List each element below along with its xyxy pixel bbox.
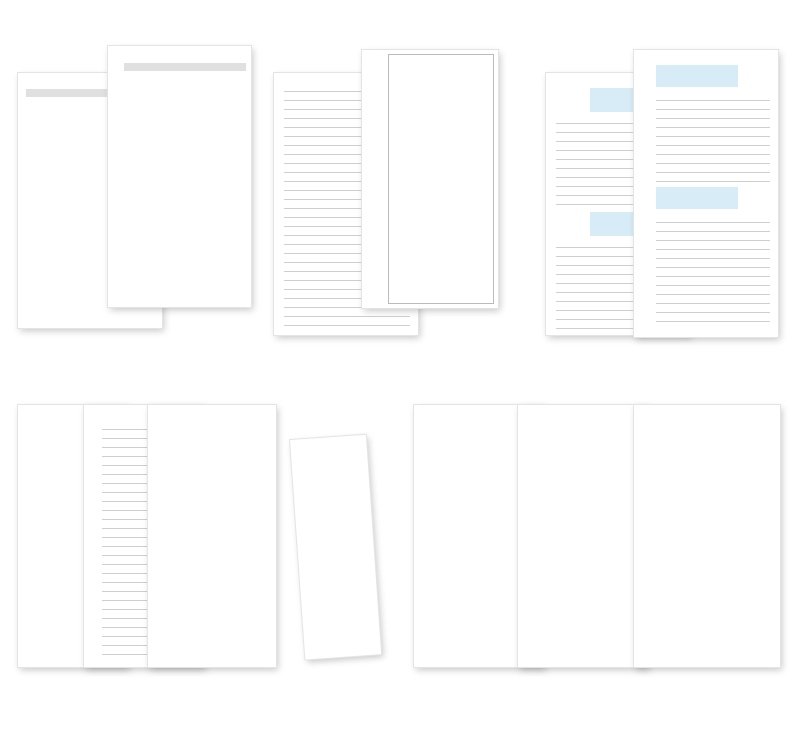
sticker-sheet	[290, 435, 381, 660]
website-password-sheet	[518, 405, 648, 667]
year-planner-right-sheet	[108, 46, 251, 307]
important-today-box	[656, 187, 738, 209]
contacts-sheet	[634, 405, 780, 667]
monthly-calendar-grid	[388, 54, 494, 304]
month-header-row	[124, 63, 246, 71]
year-calendar-sheet	[148, 405, 276, 667]
sticker-grid	[292, 439, 378, 654]
important-today-box	[656, 65, 738, 87]
daily-planner-right-sheet	[634, 50, 778, 337]
monthly-planner-right-sheet	[362, 50, 498, 308]
